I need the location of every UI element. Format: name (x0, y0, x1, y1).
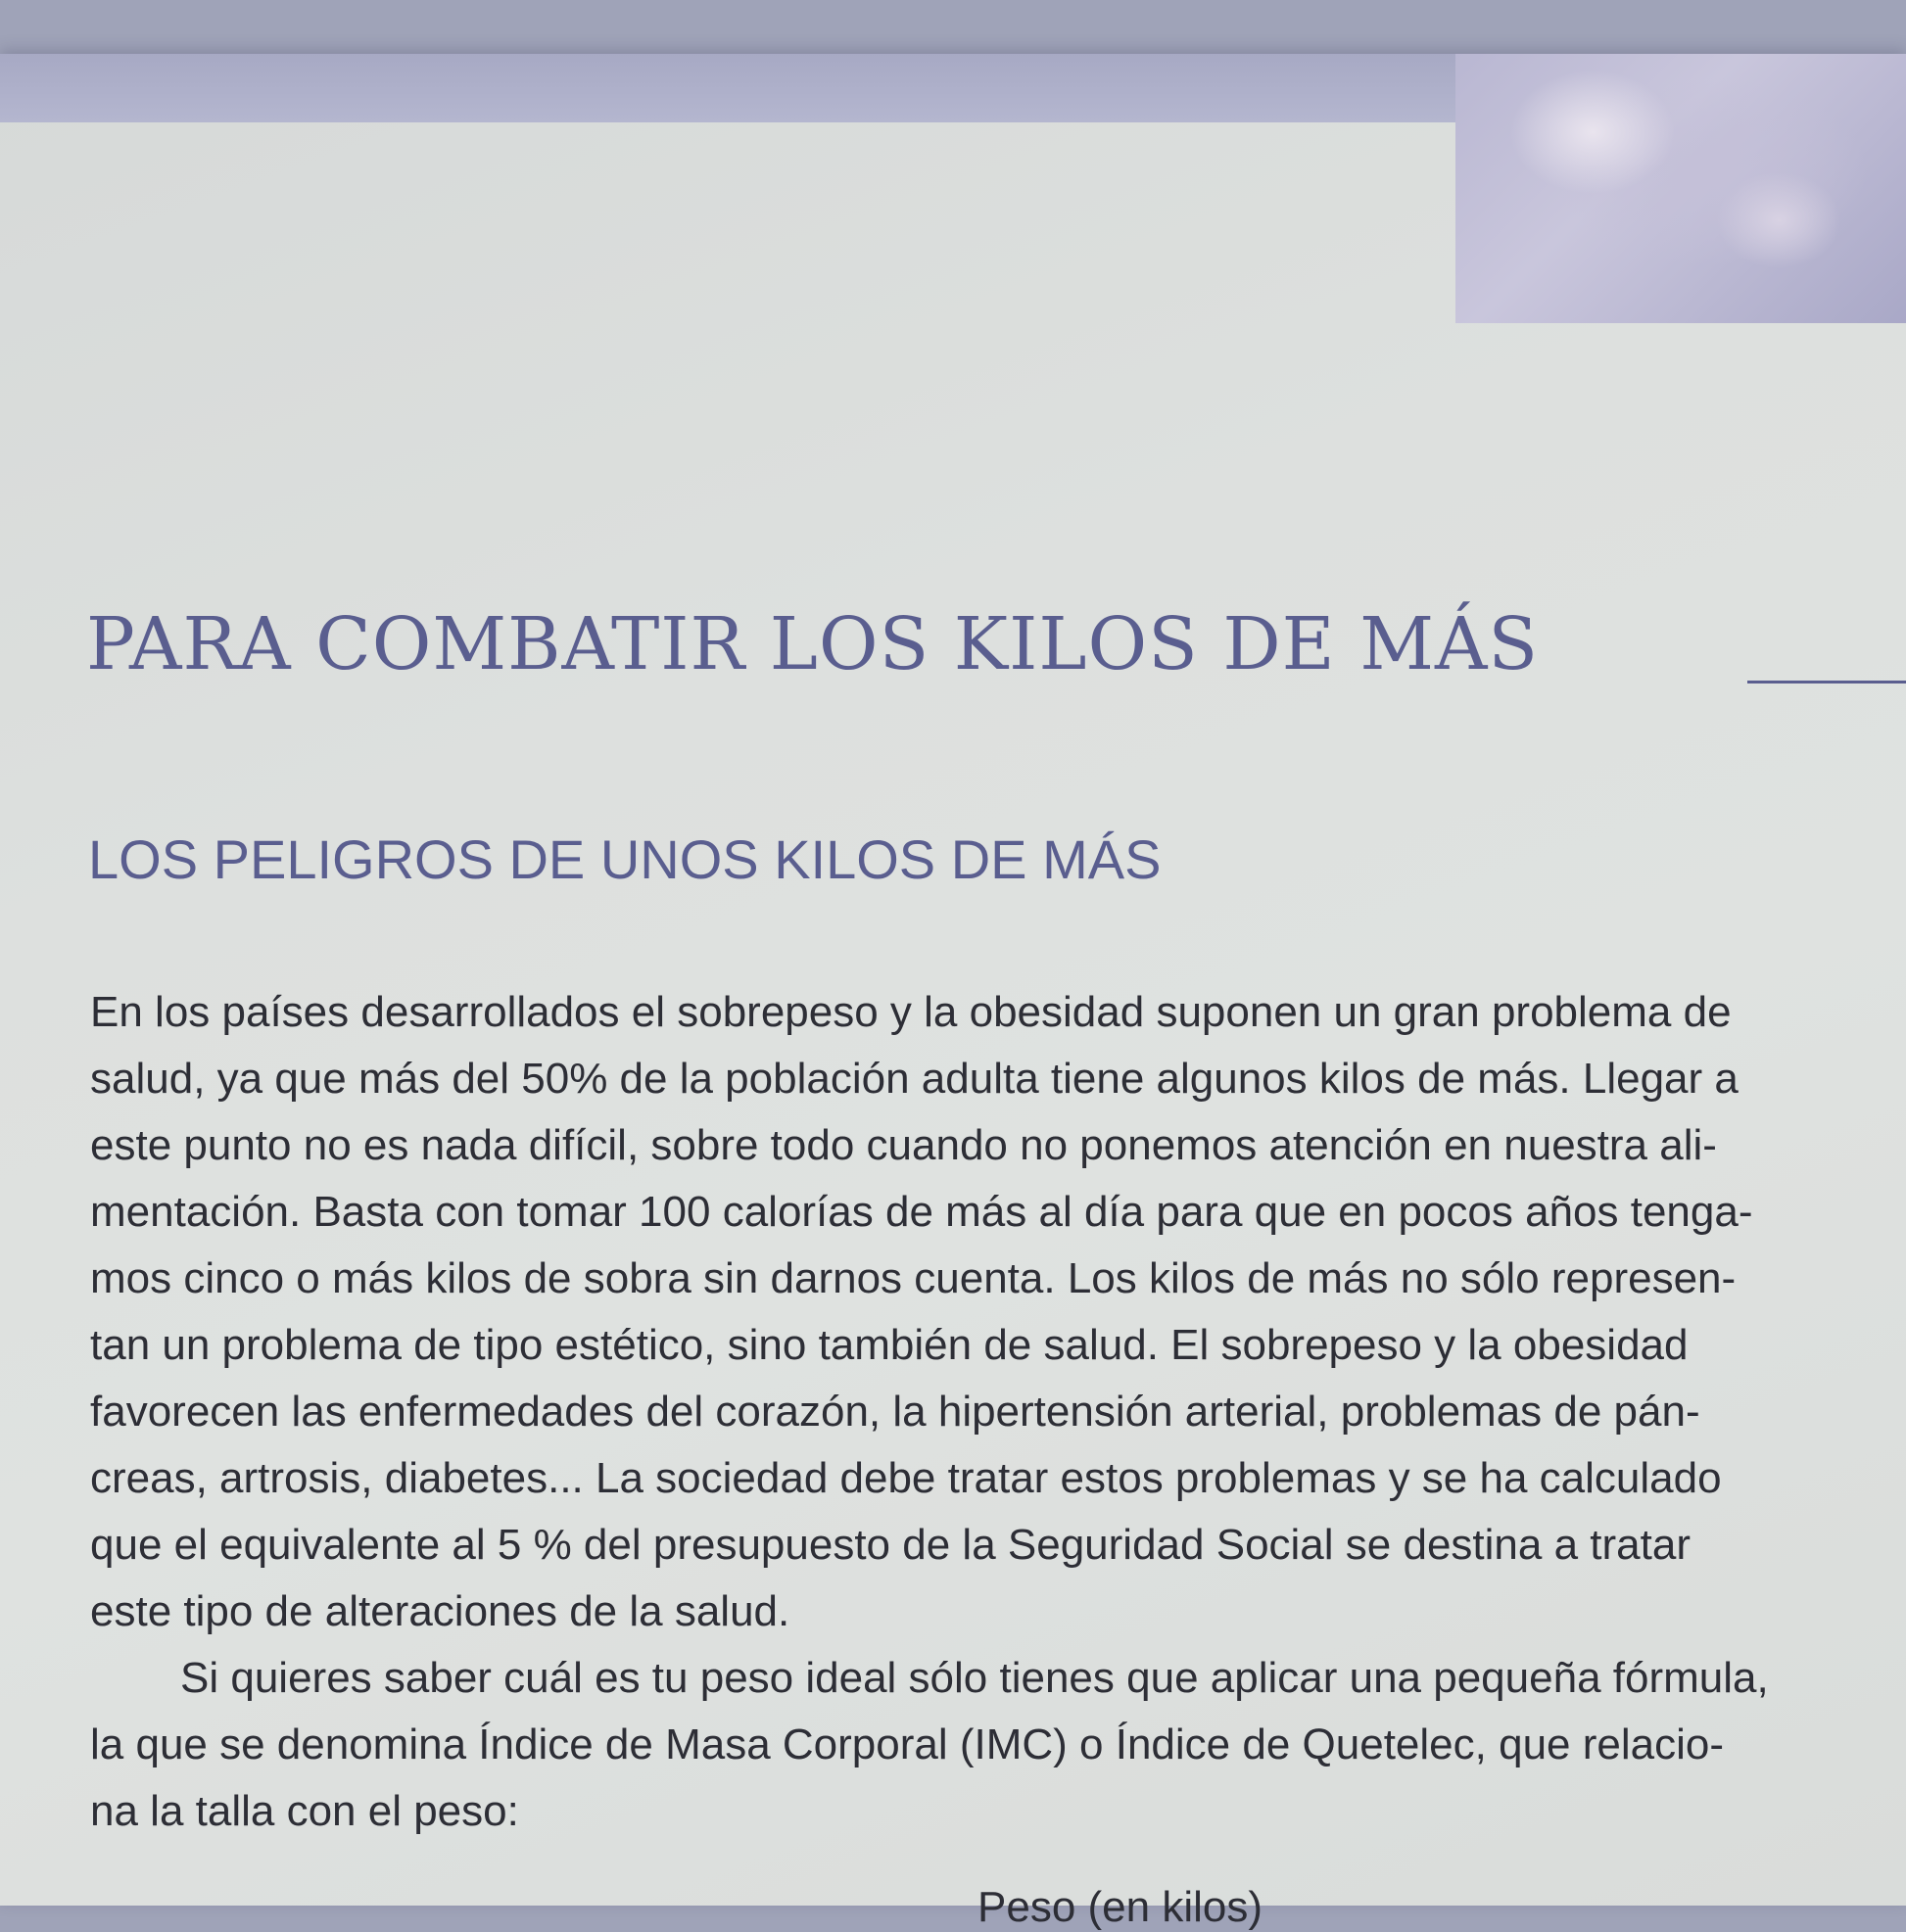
paragraph-line: que el equivalente al 5 % del presupuesto de la Seguridad Social se destina a tratar (90, 1521, 1691, 1569)
corner-photo (1455, 54, 1906, 323)
section-heading: LOS PELIGROS DE UNOS KILOS DE MÁS (88, 828, 1162, 890)
paragraph-line: creas, artrosis, diabetes... La sociedad debe tratar estos problemas y se ha calculado (90, 1454, 1722, 1502)
paragraph-line: este punto no es nada difícil, sobre todo cuando no ponemos atención en nuestra ali- (90, 1121, 1717, 1169)
paragraph-line: este tipo de alteraciones de la salud. (90, 1587, 790, 1635)
paragraph-line: En los países desarrollados el sobrepeso y la obesidad suponen un gran problema de (90, 988, 1732, 1036)
paragraph-line: mos cinco o más kilos de sobra sin darnos cuenta. Los kilos de más no sólo represen- (90, 1254, 1737, 1302)
paragraph-line: salud, ya que más del 50% de la población adulta tiene algunos kilos de más. Llegar a (90, 1055, 1739, 1103)
paragraph-line: la que se denomina Índice de Masa Corporal (IMC) o Índice de Quetelec, que relacio- (90, 1720, 1725, 1768)
body-text (90, 979, 1906, 1845)
paragraph-line: na la talla con el peso: (90, 1787, 519, 1835)
formula-numerator: Peso (en kilos) (977, 1883, 1263, 1931)
paragraph-line: mentación. Basta con tomar 100 calorías de más al día para que en pocos años tenga- (90, 1188, 1753, 1236)
title-rule (1747, 681, 1906, 683)
paragraph-line: Si quieres saber cuál es tu peso ideal sólo tienes que aplicar una pequeña fórmula, (180, 1654, 1769, 1702)
chapter-title: PARA COMBATIR LOS KILOS DE MÁS (86, 602, 1540, 686)
book-page (0, 54, 1906, 1931)
paragraph-line: tan un problema de tipo estético, sino también de salud. El sobrepeso y la obesidad (90, 1321, 1689, 1369)
paragraph-line: favorecen las enfermedades del corazón, la hipertensión arterial, problemas de pán- (90, 1388, 1700, 1436)
